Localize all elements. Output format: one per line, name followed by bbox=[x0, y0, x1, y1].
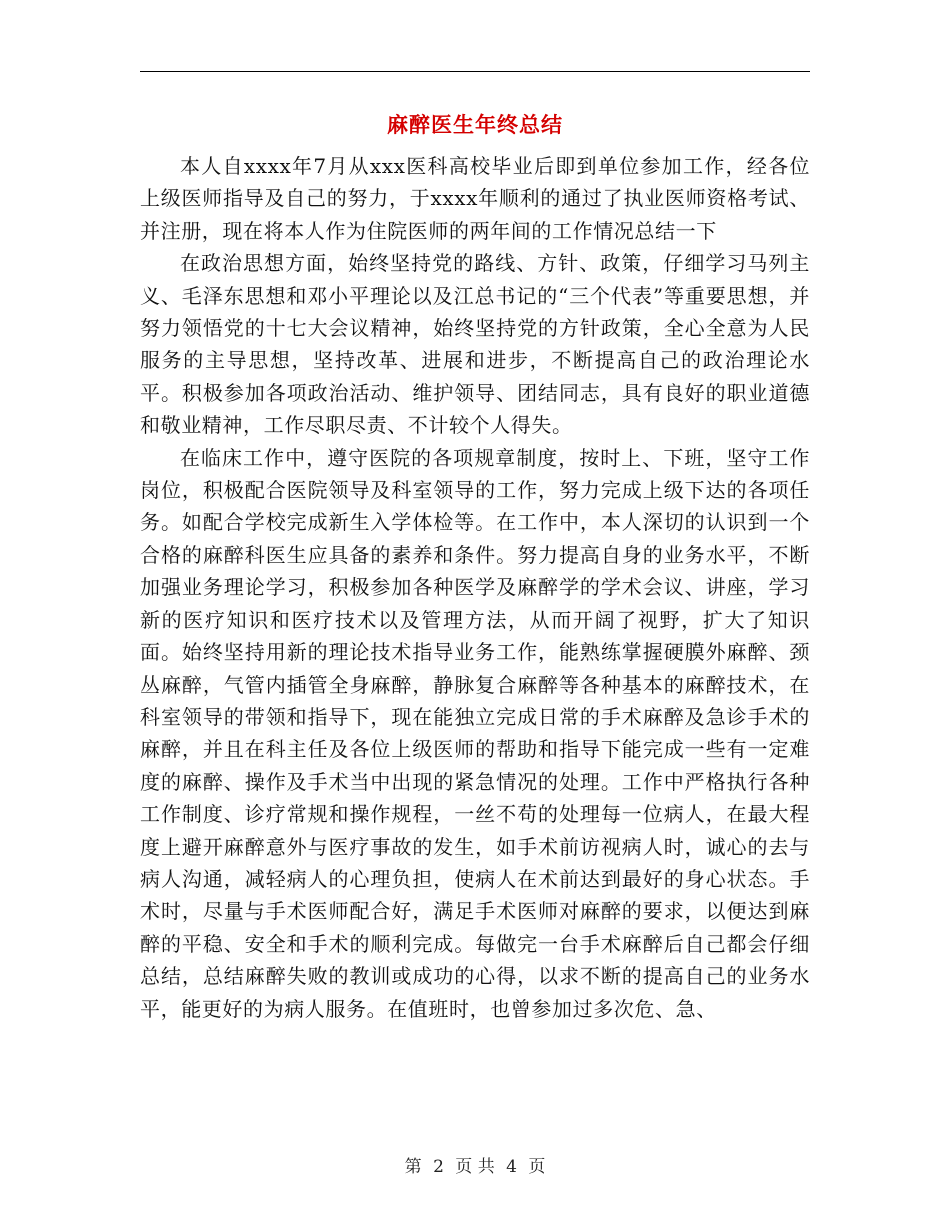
paragraph-intro: 本人自xxxx年7月从xxx医科高校毕业后即到单位参加工作，经各位上级医师指导及自己的努力，于xxxx年顺利的通过了执业医师资格考试、并注册，现在将本人作为住院医师的两年间的工作情况总结一下 bbox=[140, 154, 810, 243]
header-rule bbox=[140, 71, 810, 72]
footer-total-pages: 4 bbox=[506, 1157, 517, 1177]
document-title: 麻醉医生年终总结 bbox=[387, 112, 563, 137]
paragraph-clinical: 在临床工作中，遵守医院的各项规章制度，按时上、下班，坚守工作岗位，积极配合医院领导及科室领导的工作，努力完成上级下达的各项任务。如配合学校完成新生入学体检等。在工作中，本人深切的认识到一个合格的麻醉科医生应具备的素养和条件。努力提高自身的业务水平，不断加强业务理论学习，积极参加各种医学及麻醉学的学术会议、讲座，学习新的医疗知识和医疗技术以及管理方法，从而开阔了视野，扩大了知识面。始终坚持用新的理论技术指导业务工作，能熟练掌握硬膜外麻醉、颈丛麻醉，气管内插管全身麻醉，静脉复合麻醉等各种基本的麻醉技术，在科室领导的带领和指导下，现在能独立完成日常的手术麻醉及急诊手术的麻醉，并且在科主任及各位上级医师的帮助和指导下能完成一些有一定难度的麻醉、操作及手术当中出现的紧急情况的处理。工作中严格执行各种工作制度、诊疗常规和操作规程，一丝不苟的处理每一位病人，在最大程度上避开麻醉意外与医疗事故的发生，如手术前访视病人时，诚心的去与病人沟通，减轻病人的心理负担，使病人在术前达到最好的身心状态。手术时，尽量与手术医师配合好，满足手术医师对麻醉的要求，以便达到麻醉的平稳、安全和手术的顺利完成。每做完一台手术麻醉后自己都会仔细总结，总结麻醉失败的教训或成功的心得，以求不断的提高自己的业务水平，能更好的为病人服务。在值班时，也曾参加过多次危、急、 bbox=[140, 445, 810, 1021]
footer-page-number: 2 bbox=[433, 1157, 444, 1177]
page-footer bbox=[140, 1155, 810, 1179]
footer-prefix: 第 bbox=[404, 1157, 422, 1177]
footer-middle: 页 共 bbox=[455, 1157, 495, 1177]
document-body bbox=[140, 150, 810, 1025]
footer-suffix: 页 bbox=[528, 1157, 546, 1177]
paragraph-political: 在政治思想方面，始终坚持党的路线、方针、政策，仔细学习马列主义、毛泽东思想和邓小平理论以及江总书记的“三个代表”等重要思想，并努力领悟党的十七大会议精神，始终坚持党的方针政策，全心全意为人民服务的主导思想，坚持改革、进展和进步，不断提高自己的政治理论水平。积极参加各项政治活动、维护领导、团结同志，具有良好的职业道德和敬业精神，工作尽职尽责、不计较个人得失。 bbox=[140, 251, 810, 438]
